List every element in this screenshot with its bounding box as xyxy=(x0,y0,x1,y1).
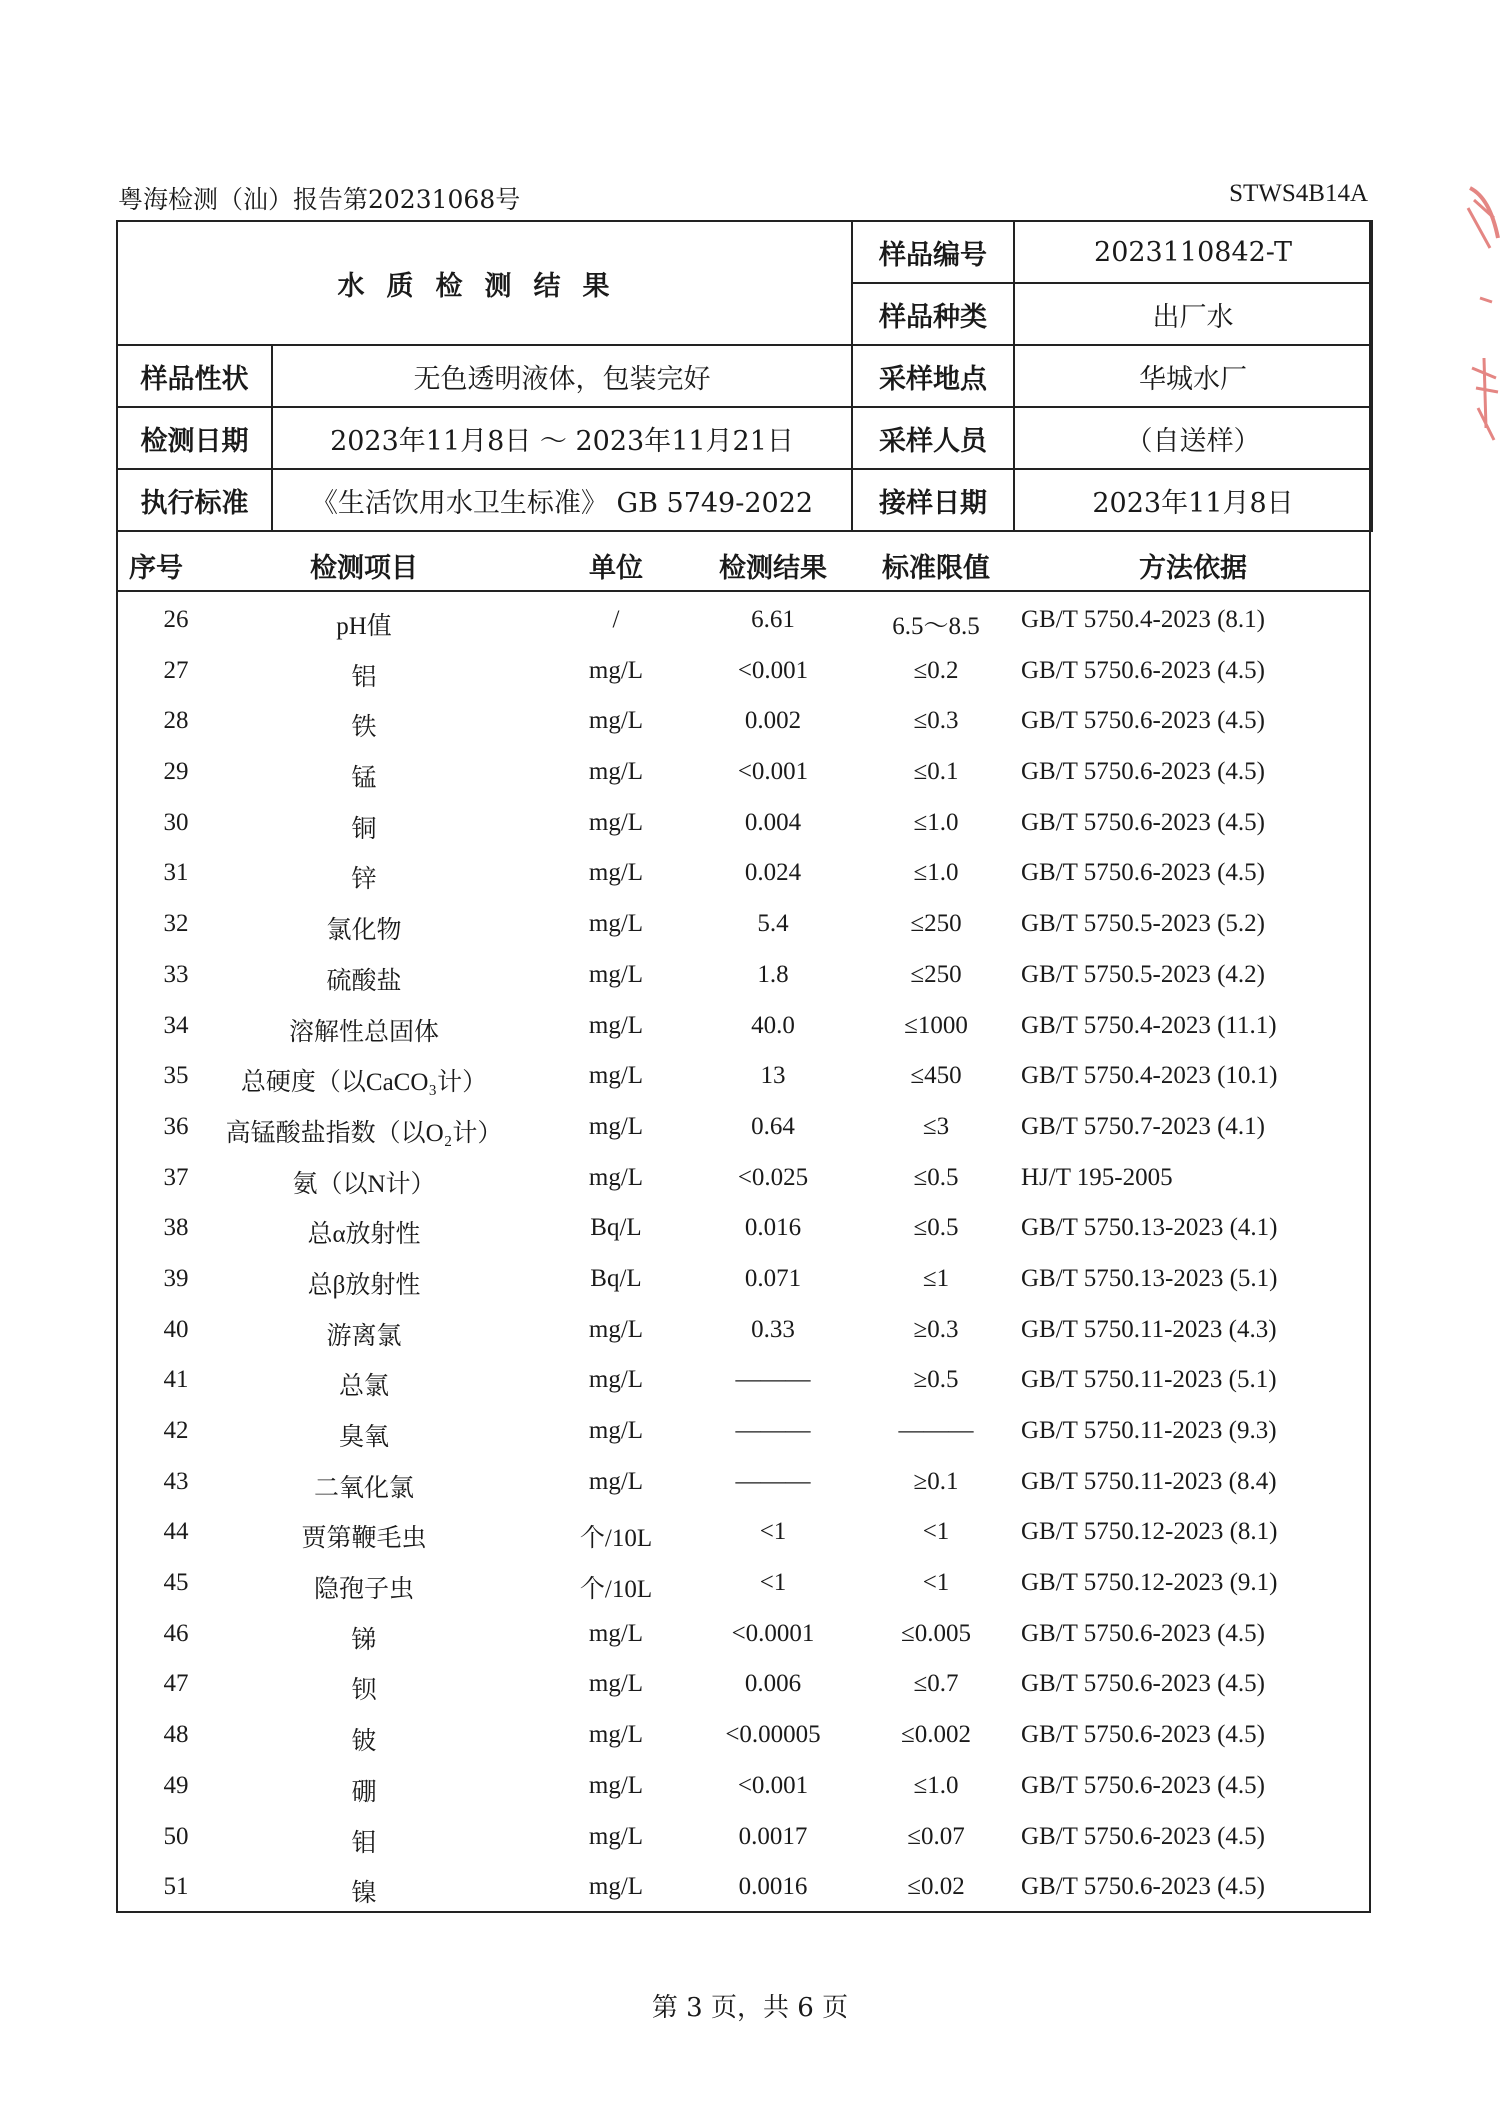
table-row xyxy=(116,647,1371,698)
table-row xyxy=(116,697,1371,748)
col-limit-header: 标准限值 xyxy=(882,553,990,584)
row-method: GB/T 5750.6-2023 (4.5) xyxy=(1021,707,1265,735)
row-result: ——— xyxy=(735,1467,811,1495)
row-result: <1 xyxy=(759,1569,787,1597)
row-no: 27 xyxy=(163,656,189,684)
row-unit: Bq/L xyxy=(590,1214,642,1242)
row-unit: 个/10L xyxy=(579,1576,653,1604)
row-limit: ≤250 xyxy=(910,910,962,938)
row-unit: mg/L xyxy=(588,1366,644,1394)
row-item: 镍 xyxy=(351,1880,377,1908)
row-no: 50 xyxy=(163,1822,189,1850)
row-item: 总硬度（以CaCO₃计） xyxy=(240,1069,488,1097)
row-no: 26 xyxy=(163,606,189,633)
row-method: GB/T 5750.11-2023 (4.3) xyxy=(1021,1315,1277,1343)
row-unit: mg/L xyxy=(588,1467,644,1495)
row-limit: ≤0.005 xyxy=(901,1619,971,1647)
row-unit: mg/L xyxy=(588,859,644,887)
table-row xyxy=(116,1052,1371,1103)
row-no: 33 xyxy=(163,960,189,988)
row-unit: mg/L xyxy=(588,910,644,938)
table-row xyxy=(116,1306,1371,1357)
row-unit: mg/L xyxy=(588,1417,644,1444)
row-limit: ≥0.3 xyxy=(913,1315,959,1343)
site-value: 华城水厂 xyxy=(1014,345,1372,407)
row-item: 铜 xyxy=(351,815,377,843)
row-result: <0.001 xyxy=(737,758,809,786)
row-unit: mg/L xyxy=(588,656,644,684)
row-item: 锰 xyxy=(351,765,377,793)
row-method: GB/T 5750.4-2023 (8.1) xyxy=(1021,606,1265,633)
row-method: GB/T 5750.4-2023 (10.1) xyxy=(1021,1062,1278,1090)
sample-no-label: 样品编号 xyxy=(852,221,1014,283)
table-row xyxy=(116,1458,1371,1509)
report-number: 粤海检测（汕）报告第20231068号 xyxy=(118,185,521,214)
row-unit: mg/L xyxy=(588,1873,644,1901)
row-result: 1.8 xyxy=(757,960,789,988)
row-item: 高锰酸盐指数（以O₂计） xyxy=(225,1119,503,1147)
row-item: 硫酸盐 xyxy=(326,967,402,995)
col-item-header: 检测项目 xyxy=(310,553,418,584)
row-result: 0.64 xyxy=(751,1112,795,1140)
row-result: 0.004 xyxy=(744,808,802,836)
row-method: GB/T 5750.11-2023 (8.4) xyxy=(1021,1467,1277,1495)
row-no: 37 xyxy=(163,1163,189,1191)
table-row xyxy=(116,1154,1371,1205)
row-method: GB/T 5750.6-2023 (4.5) xyxy=(1021,1822,1265,1850)
table-row xyxy=(116,748,1371,799)
table-row xyxy=(116,1559,1371,1610)
row-unit: mg/L xyxy=(588,1062,644,1090)
row-item: 总α放射性 xyxy=(307,1221,421,1249)
table-row xyxy=(116,1002,1371,1053)
row-item: 贾第鞭毛虫 xyxy=(301,1525,427,1553)
table-row xyxy=(116,799,1371,850)
row-unit: mg/L xyxy=(588,1112,644,1140)
seal-stamp-fragment xyxy=(1460,178,1500,468)
row-result: 0.006 xyxy=(744,1670,802,1698)
row-no: 28 xyxy=(163,707,189,735)
row-limit: ≤0.2 xyxy=(913,656,959,684)
row-no: 43 xyxy=(163,1467,189,1495)
page-footer: 第 3 页，共 6 页 xyxy=(651,1993,849,2023)
row-no: 44 xyxy=(163,1518,189,1546)
row-limit: ≤1.0 xyxy=(913,808,959,836)
row-unit: mg/L xyxy=(588,1721,644,1749)
row-no: 31 xyxy=(163,859,189,887)
row-item: 铍 xyxy=(351,1728,377,1756)
row-item: 隐孢子虫 xyxy=(313,1576,415,1604)
row-item: 二氧化氯 xyxy=(313,1474,415,1502)
row-result: 40.0 xyxy=(751,1011,795,1039)
sample-state-label: 样品性状 xyxy=(117,345,272,407)
row-item: 锌 xyxy=(351,866,377,894)
row-limit: <1 xyxy=(922,1569,950,1597)
table-row xyxy=(116,1407,1371,1458)
row-unit: mg/L xyxy=(588,1011,644,1039)
row-limit: ≤0.3 xyxy=(913,707,959,735)
row-result: <0.0001 xyxy=(731,1619,815,1647)
row-result: 0.002 xyxy=(744,707,802,735)
row-method: GB/T 5750.12-2023 (8.1) xyxy=(1021,1518,1278,1546)
row-no: 42 xyxy=(163,1417,189,1444)
table-row xyxy=(116,951,1371,1002)
row-item: 溶解性总固体 xyxy=(288,1018,440,1046)
row-limit: ≥0.5 xyxy=(913,1366,959,1394)
row-no: 35 xyxy=(163,1062,189,1090)
row-method: GB/T 5750.6-2023 (4.5) xyxy=(1021,1619,1265,1647)
row-no: 45 xyxy=(163,1569,189,1597)
row-no: 38 xyxy=(163,1214,189,1242)
col-method-header: 方法依据 xyxy=(1139,553,1247,584)
row-method: GB/T 5750.5-2023 (4.2) xyxy=(1021,960,1265,988)
row-limit: ≤0.1 xyxy=(913,758,959,786)
receive-date-label: 接样日期 xyxy=(852,469,1014,531)
row-result: <0.025 xyxy=(737,1163,809,1191)
sample-type-value: 出厂水 xyxy=(1014,283,1372,345)
table-row xyxy=(116,1660,1371,1711)
row-method: GB/T 5750.6-2023 (4.5) xyxy=(1021,758,1265,786)
row-result: <1 xyxy=(759,1518,787,1546)
table-row xyxy=(116,1103,1371,1154)
row-limit: ≤3 xyxy=(922,1112,950,1140)
test-date-label: 检测日期 xyxy=(117,407,272,469)
table-row xyxy=(116,1610,1371,1661)
sample-no-value: 2023110842-T xyxy=(1014,221,1372,283)
row-no: 34 xyxy=(163,1011,189,1039)
row-result: 13 xyxy=(760,1062,786,1090)
row-no: 41 xyxy=(163,1366,189,1394)
row-limit: ≤450 xyxy=(910,1062,962,1090)
results-table-body xyxy=(116,596,1371,1914)
table-row xyxy=(116,596,1371,647)
row-limit: ≤1.0 xyxy=(913,859,959,887)
row-unit: 个/10L xyxy=(579,1525,653,1553)
sample-state-value: 无色透明液体，包装完好 xyxy=(272,345,852,407)
row-limit: ≤0.5 xyxy=(913,1214,959,1242)
row-item: 氨（以N计） xyxy=(292,1170,436,1198)
row-limit: ≤1 xyxy=(922,1264,950,1292)
row-method: GB/T 5750.7-2023 (4.1) xyxy=(1021,1112,1265,1140)
row-method: GB/T 5750.6-2023 (4.5) xyxy=(1021,1873,1265,1901)
row-item: 钼 xyxy=(351,1829,377,1857)
report-code: STWS4B14A xyxy=(1229,180,1368,207)
row-method: GB/T 5750.6-2023 (4.5) xyxy=(1021,1771,1265,1799)
row-result: 6.61 xyxy=(751,606,795,633)
row-result: 0.33 xyxy=(751,1315,795,1343)
row-method: GB/T 5750.13-2023 (5.1) xyxy=(1021,1264,1278,1292)
row-result: 0.071 xyxy=(744,1264,802,1292)
row-limit: ≤0.02 xyxy=(907,1873,965,1901)
row-no: 48 xyxy=(163,1721,189,1749)
table-row xyxy=(116,1863,1371,1914)
row-no: 32 xyxy=(163,910,189,938)
row-method: HJ/T 195-2005 xyxy=(1021,1163,1173,1191)
row-limit: ≤250 xyxy=(910,960,962,988)
row-limit: ≤1000 xyxy=(904,1011,968,1039)
column-header-row xyxy=(116,530,1371,592)
info-table xyxy=(116,220,1373,532)
row-unit: mg/L xyxy=(588,1670,644,1698)
table-row xyxy=(116,849,1371,900)
row-result: 0.0017 xyxy=(738,1822,808,1850)
row-unit: mg/L xyxy=(588,808,644,836)
row-result: 5.4 xyxy=(757,910,789,938)
row-method: GB/T 5750.13-2023 (4.1) xyxy=(1021,1214,1278,1242)
row-unit: mg/L xyxy=(588,1822,644,1850)
row-result: 0.0016 xyxy=(738,1873,808,1901)
row-no: 36 xyxy=(163,1112,189,1140)
row-no: 49 xyxy=(163,1771,189,1799)
row-no: 39 xyxy=(163,1264,189,1292)
row-limit: ≤0.7 xyxy=(913,1670,959,1698)
standard-value: 《生活饮用水卫生标准》 GB 5749-2022 xyxy=(272,469,852,531)
row-item: pH值 xyxy=(336,613,392,640)
row-unit: mg/L xyxy=(588,960,644,988)
sampler-value: （自送样） xyxy=(1014,407,1372,469)
row-unit: mg/L xyxy=(588,758,644,786)
row-no: 40 xyxy=(163,1315,189,1343)
table-row xyxy=(116,900,1371,951)
row-no: 30 xyxy=(163,808,189,836)
row-no: 47 xyxy=(163,1670,189,1698)
table-row xyxy=(116,1356,1371,1407)
row-item: 钡 xyxy=(351,1677,377,1705)
row-item: 游离氯 xyxy=(326,1322,402,1350)
row-result: <0.001 xyxy=(737,1771,809,1799)
table-row xyxy=(116,1711,1371,1762)
row-no: 29 xyxy=(163,758,189,786)
row-method: GB/T 5750.6-2023 (4.5) xyxy=(1021,1670,1265,1698)
row-limit: ≤0.07 xyxy=(907,1822,965,1850)
row-method: GB/T 5750.5-2023 (5.2) xyxy=(1021,910,1265,938)
row-method: GB/T 5750.6-2023 (4.5) xyxy=(1021,808,1265,836)
row-no: 46 xyxy=(163,1619,189,1647)
row-result: ——— xyxy=(735,1417,811,1444)
row-limit: ——— xyxy=(898,1417,974,1444)
row-unit: mg/L xyxy=(588,1163,644,1191)
row-unit: / xyxy=(612,606,620,633)
row-method: GB/T 5750.6-2023 (4.5) xyxy=(1021,1721,1265,1749)
col-unit-header: 单位 xyxy=(589,553,643,584)
col-no-header: 序号 xyxy=(129,553,183,584)
row-item: 臭氧 xyxy=(338,1424,390,1451)
table-row xyxy=(116,1204,1371,1255)
row-limit: 6.5～8.5 xyxy=(892,613,980,640)
row-unit: Bq/L xyxy=(590,1264,642,1292)
table-row xyxy=(116,1813,1371,1864)
row-method: GB/T 5750.6-2023 (4.5) xyxy=(1021,656,1265,684)
col-result-header: 检测结果 xyxy=(719,553,827,584)
page-title: 水质检测结果 xyxy=(117,221,852,345)
row-unit: mg/L xyxy=(588,1619,644,1647)
row-item: 氯化物 xyxy=(326,917,402,945)
row-unit: mg/L xyxy=(588,1315,644,1343)
row-item: 总β放射性 xyxy=(307,1271,421,1299)
standard-label: 执行标准 xyxy=(117,469,272,531)
row-item: 硼 xyxy=(351,1778,377,1806)
row-method: GB/T 5750.6-2023 (4.5) xyxy=(1021,859,1265,887)
row-item: 锑 xyxy=(351,1626,377,1654)
row-method: GB/T 5750.4-2023 (11.1) xyxy=(1021,1011,1277,1039)
row-method: GB/T 5750.11-2023 (5.1) xyxy=(1021,1366,1277,1394)
row-unit: mg/L xyxy=(588,707,644,735)
test-date-value: 2023年11月8日 ～ 2023年11月21日 xyxy=(272,407,852,469)
row-limit: <1 xyxy=(922,1518,950,1546)
row-limit: ≤0.002 xyxy=(901,1721,971,1749)
table-row xyxy=(116,1255,1371,1306)
row-item: 铝 xyxy=(351,663,377,691)
row-item: 总氯 xyxy=(338,1373,390,1401)
sample-type-label: 样品种类 xyxy=(852,283,1014,345)
table-row xyxy=(116,1762,1371,1813)
row-limit: ≤1.0 xyxy=(913,1771,959,1799)
row-limit: ≤0.5 xyxy=(913,1163,959,1191)
row-result: <0.00005 xyxy=(725,1721,821,1749)
site-label: 采样地点 xyxy=(852,345,1014,407)
row-unit: mg/L xyxy=(588,1771,644,1799)
row-method: GB/T 5750.11-2023 (9.3) xyxy=(1021,1417,1277,1444)
receive-date-value: 2023年11月8日 xyxy=(1014,469,1372,531)
row-method: GB/T 5750.12-2023 (9.1) xyxy=(1021,1569,1278,1597)
table-row xyxy=(116,1508,1371,1559)
row-result: 0.024 xyxy=(744,859,802,887)
row-no: 51 xyxy=(163,1873,189,1901)
row-result: ——— xyxy=(735,1366,811,1394)
row-limit: ≥0.1 xyxy=(913,1467,959,1495)
row-item: 铁 xyxy=(351,714,377,742)
sampler-label: 采样人员 xyxy=(852,407,1014,469)
row-result: <0.001 xyxy=(737,656,809,684)
row-result: 0.016 xyxy=(744,1214,802,1242)
